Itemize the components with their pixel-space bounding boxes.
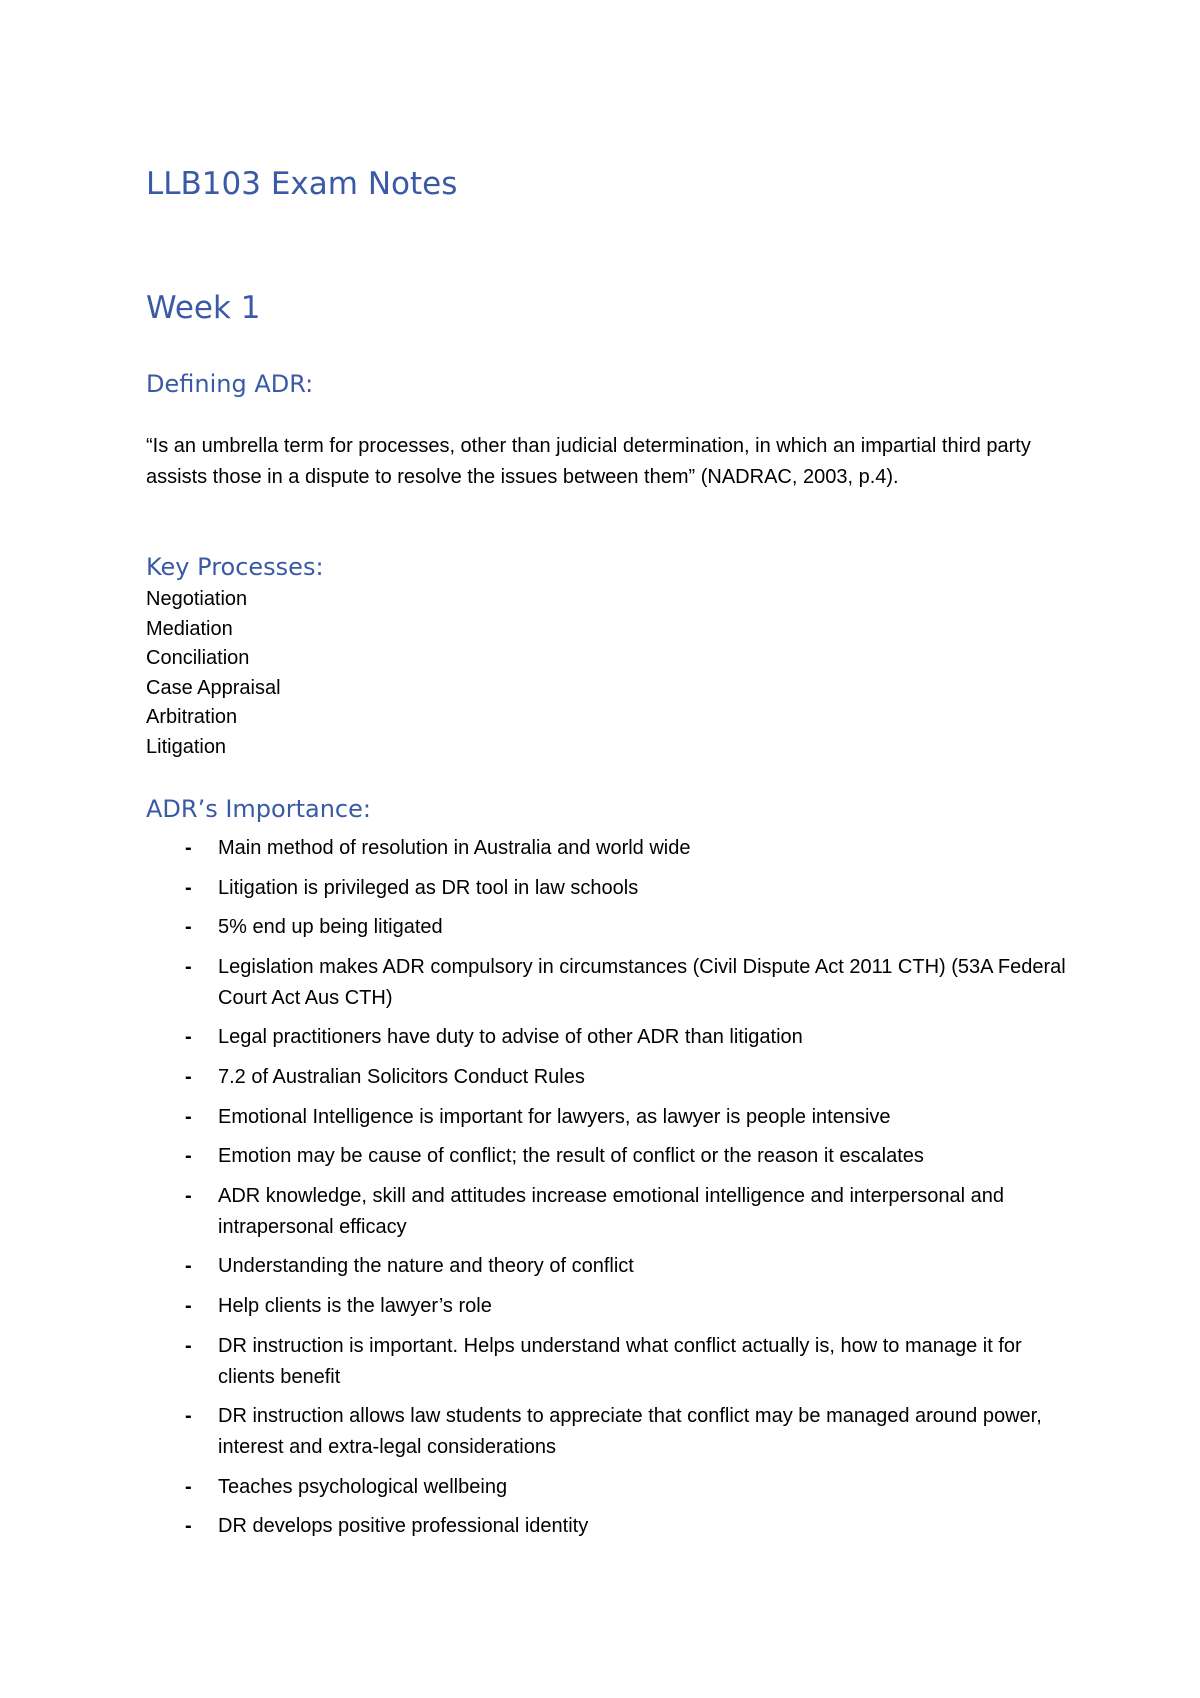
bullet-text: DR develops positive professional identity bbox=[218, 1515, 589, 1538]
bullet-item bbox=[176, 1291, 1076, 1322]
dash-bullet-icon: - bbox=[185, 1515, 192, 1538]
dash-bullet-icon: - bbox=[185, 1145, 192, 1168]
list-item: Negotiation bbox=[146, 588, 248, 610]
bullet-text: DR instruction allows law students to appreciate that conflict may be managed around power, interest and extra-legal considerations bbox=[218, 1405, 1042, 1459]
dash-bullet-icon: - bbox=[185, 876, 192, 899]
dash-bullet-icon: - bbox=[185, 1026, 192, 1049]
bullet-text: Litigation is privileged as DR tool in law schools bbox=[218, 876, 639, 899]
key-processes-heading: Key Processes: bbox=[146, 553, 324, 581]
dash-bullet-icon: - bbox=[185, 916, 192, 939]
dash-bullet-icon: - bbox=[185, 1294, 192, 1317]
dash-bullet-icon: - bbox=[185, 1184, 192, 1207]
bullet-item bbox=[176, 1141, 1076, 1172]
bullet-item bbox=[176, 1401, 1076, 1463]
dash-bullet-icon: - bbox=[185, 955, 192, 978]
bullet-text: ADR knowledge, skill and attitudes increase emotional intelligence and interpersonal and intrapersonal efficacy bbox=[218, 1184, 1005, 1238]
list-item: Arbitration bbox=[146, 706, 238, 729]
list-item: Litigation bbox=[146, 735, 227, 758]
adr-importance-list bbox=[176, 833, 1076, 1551]
bullet-text: Help clients is the lawyer’s role bbox=[218, 1294, 492, 1317]
defining-adr-heading: Defining ADR: bbox=[146, 370, 314, 398]
bullet-text: DR instruction is important. Helps understand what conflict actually is, how to manage it for clients benefit bbox=[218, 1334, 1022, 1388]
bullet-item bbox=[176, 873, 1076, 904]
bullet-text: Legislation makes ADR compulsory in circumstances (Civil Dispute Act 2011 CTH) (53A Federal Court Act Aus CTH) bbox=[218, 955, 1066, 1009]
bullet-item bbox=[176, 952, 1076, 1014]
key-processes-list bbox=[146, 585, 281, 763]
adr-definition-quote: “Is an umbrella term for processes, other than judicial determination, in which an impartial third party assists those in a dispute to resolve the issues between them” (NADRAC, 2003, p.4). bbox=[146, 435, 1031, 488]
bullet-item bbox=[176, 1251, 1076, 1282]
bullet-item bbox=[176, 1331, 1076, 1393]
document-title: LLB103 Exam Notes bbox=[146, 166, 458, 202]
adr-importance-heading: ADR’s Importance: bbox=[146, 795, 371, 823]
bullet-item bbox=[176, 1022, 1076, 1053]
bullet-text: 7.2 of Australian Solicitors Conduct Rules bbox=[218, 1065, 585, 1088]
dash-bullet-icon: - bbox=[185, 1105, 192, 1128]
bullet-text: Emotion may be cause of conflict; the result of conflict or the reason it escalates bbox=[218, 1145, 924, 1168]
bullet-item bbox=[176, 1062, 1076, 1093]
bullet-text: Main method of resolution in Australia and world wide bbox=[218, 837, 691, 859]
dash-bullet-icon: - bbox=[185, 1255, 192, 1278]
bullet-text: Emotional Intelligence is important for lawyers, as lawyer is people intensive bbox=[218, 1105, 891, 1128]
dash-bullet-icon: - bbox=[185, 1475, 192, 1498]
bullet-item bbox=[176, 1511, 1076, 1542]
bullet-item bbox=[176, 1102, 1076, 1133]
dash-bullet-icon: - bbox=[185, 1405, 192, 1428]
bullet-text: Legal practitioners have duty to advise of other ADR than litigation bbox=[218, 1026, 803, 1049]
dash-bullet-icon: - bbox=[185, 1065, 192, 1088]
week-heading: Week 1 bbox=[146, 290, 261, 326]
dash-bullet-icon: - bbox=[185, 1334, 192, 1357]
bullet-item bbox=[176, 833, 1076, 864]
list-item: Conciliation bbox=[146, 647, 250, 670]
list-item: Mediation bbox=[146, 617, 233, 640]
bullet-item bbox=[176, 1181, 1076, 1243]
bullet-text: Understanding the nature and theory of conflict bbox=[218, 1255, 634, 1278]
bullet-item bbox=[176, 912, 1076, 943]
bullet-text: 5% end up being litigated bbox=[218, 916, 443, 939]
bullet-text: Teaches psychological wellbeing bbox=[218, 1475, 508, 1498]
dash-bullet-icon: - bbox=[185, 837, 192, 859]
bullet-item bbox=[176, 1472, 1076, 1503]
list-item: Case Appraisal bbox=[146, 676, 281, 699]
